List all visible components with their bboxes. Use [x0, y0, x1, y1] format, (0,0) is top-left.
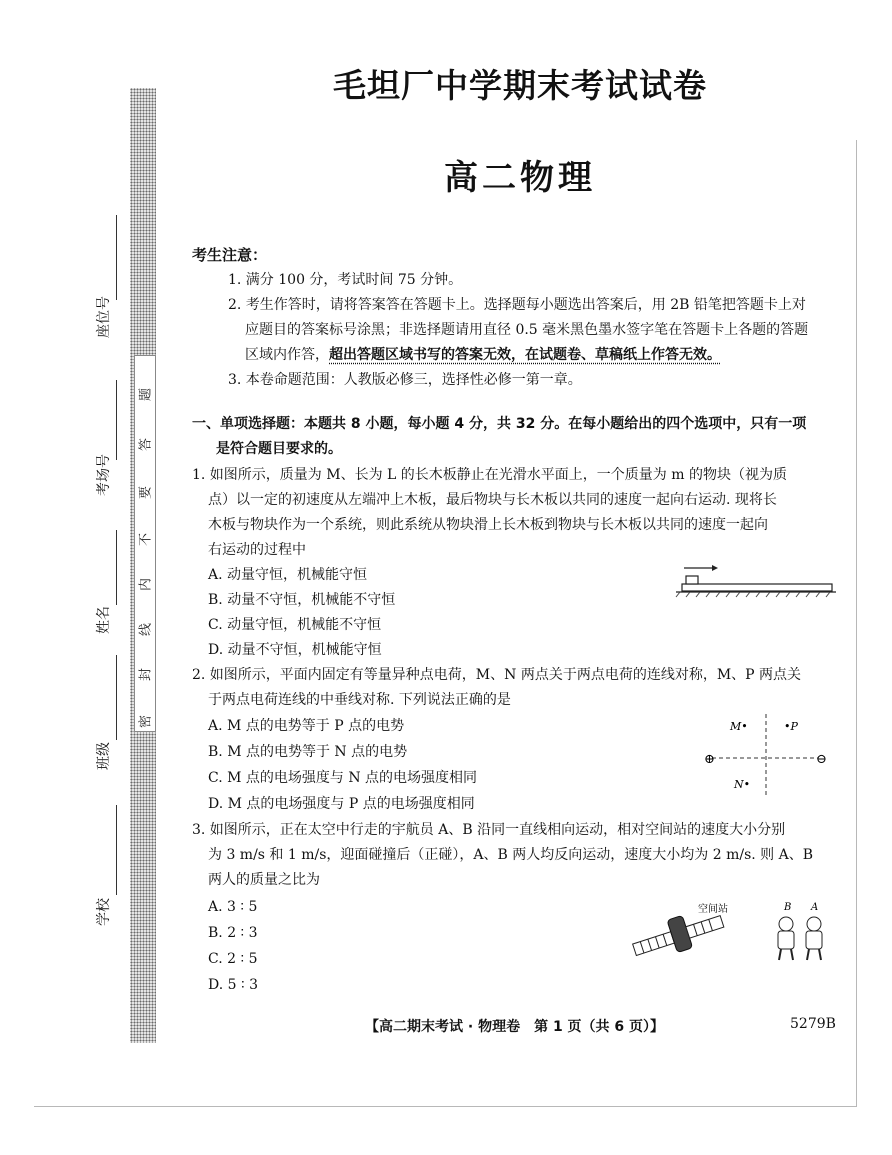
- small-block: [686, 576, 698, 584]
- q2-option-a: A. M 点的电势等于 P 点的电势: [208, 718, 405, 734]
- seal-char: 要: [138, 486, 154, 500]
- seal-char: 封: [138, 668, 154, 682]
- positive-charge: ⊕: [704, 752, 715, 767]
- q3-space-figure: [628, 896, 834, 964]
- q2-charge-figure: [696, 710, 836, 800]
- subject-title: 高二物理: [444, 158, 596, 198]
- q1-option-b: B. 动量不守恒，机械能不守恒: [208, 592, 396, 608]
- q2-option-d: D. M 点的电场强度与 P 点的电场强度相同: [208, 796, 475, 812]
- q2-line-2: 于两点电荷连线的中垂线对称. 下列说法正确的是: [208, 692, 511, 708]
- class-blank[interactable]: [116, 655, 117, 740]
- seat-number-label: 座位号: [96, 296, 112, 338]
- seal-char: 线: [138, 623, 154, 637]
- q1-line-4: 右运动的过程中: [208, 542, 306, 558]
- q3-line-2: 为 3 m/s 和 1 m/s，迎面碰撞后（正碰），A、B 两人均反向运动，速度大小均为 2 m/s. 则 A、B: [208, 847, 813, 863]
- notice-heading: 考生注意：: [192, 246, 268, 264]
- notice-item-1: 1. 满分 100 分，考试时间 75 分钟。: [228, 272, 463, 288]
- seal-char: 密: [138, 715, 154, 729]
- notice-item-2-line-3: [245, 343, 721, 368]
- seat-number-blank[interactable]: [116, 215, 117, 300]
- notice-item-2-line-1: 2. 考生作答时，请将答案答在答题卡上。选择题每小题选出答案后，用 2B 铅笔把答题卡上对: [228, 297, 806, 313]
- notice-item-2-line-3a: 区域内作答，: [245, 347, 329, 363]
- negative-charge: ⊖: [816, 752, 827, 767]
- section-heading-line-2: 是符合题目要求的。: [216, 441, 342, 457]
- astronaut-b-label: B: [784, 902, 792, 913]
- seal-char: 内: [138, 578, 154, 592]
- seal-char: 答: [138, 438, 154, 452]
- name-blank[interactable]: [116, 530, 117, 605]
- q1-line-3: 木板与物块作为一个系统，则此系统从物块滑上长木板到物块与长木板以共同的速度一起向: [208, 517, 768, 533]
- space-station-label: 空间站: [698, 904, 728, 915]
- velocity-arrow-head: [712, 565, 718, 571]
- q3-option-d: D. 5 ∶ 3: [208, 977, 258, 993]
- q2-option-b: B. M 点的电势等于 N 点的电势: [208, 744, 408, 760]
- q1-option-a: A. 动量守恒，机械能守恒: [208, 567, 368, 583]
- q1-board-figure: [672, 560, 840, 600]
- q1-line-2: 点）以一定的初速度从左端冲上木板，最后物块与长木板以共同的速度一起向右运动. 现将长: [208, 492, 777, 508]
- section-heading-line-1: 一、单项选择题：本题共 8 小题，每小题 4 分，共 32 分。在每小题给出的四个选项中，只有一项: [192, 416, 807, 432]
- exam-title: 毛坦厂中学期末考试试卷: [333, 66, 707, 105]
- q3-line-1: 3. 如图所示，正在太空中行走的宇航员 A、B 沿同一直线相向运动，相对空间站的速度大小分别: [192, 822, 786, 838]
- paper-code: 5279B: [790, 1016, 836, 1032]
- q3-line-3: 两人的质量之比为: [208, 872, 320, 888]
- seal-char: 不: [138, 533, 154, 547]
- q2-option-c: C. M 点的电场强度与 N 点的电场强度相同: [208, 770, 478, 786]
- astronaut-a-icon: [806, 917, 822, 960]
- q1-option-d: D. 动量不守恒，机械能守恒: [208, 642, 382, 658]
- notice-item-3: 3. 本卷命题范围：人教版必修三，选择性必修一第一章。: [228, 372, 582, 388]
- q3-option-c: C. 2 ∶ 5: [208, 951, 258, 967]
- school-label: 学校: [96, 898, 112, 926]
- q2-line-1: 2. 如图所示，平面内固定有等量异种点电荷，M、N 两点关于两点电荷的连线对称，M、P 两点关: [192, 667, 802, 683]
- astronaut-b-icon: [778, 917, 794, 960]
- exam-room-label: 考场号: [96, 454, 112, 496]
- q1-option-c: C. 动量守恒，机械能不守恒: [208, 617, 382, 633]
- long-board: [682, 584, 832, 591]
- point-n-label: N•: [734, 778, 751, 791]
- class-label: 班级: [96, 742, 112, 770]
- page-footer: 【高二期末考试 · 物理卷 第 1 页（共 6 页）】: [365, 1019, 665, 1035]
- ground-hatch: [676, 592, 830, 597]
- name-label: 姓名: [96, 606, 112, 634]
- notice-emphasis: 超出答题区域书写的答案无效，在试题卷、草稿纸上作答无效。: [329, 347, 721, 363]
- q3-option-a: A. 3 ∶ 5: [208, 899, 258, 915]
- school-blank[interactable]: [116, 805, 117, 895]
- astronaut-a-label: A: [811, 902, 819, 913]
- exam-room-blank[interactable]: [116, 380, 117, 460]
- seal-char: 题: [138, 388, 154, 402]
- point-m-label: M•: [730, 720, 748, 733]
- q1-line-1: 1. 如图所示，质量为 M、长为 L 的长木板静止在光滑水平面上，一个质量为 m 的物块（视为质: [192, 467, 787, 483]
- q3-option-b: B. 2 ∶ 3: [208, 925, 258, 941]
- point-p-label: •P: [784, 720, 798, 733]
- notice-item-2-line-2: 应题目的答案标号涂黑；非选择题请用直径 0.5 毫米黑色墨水签字笔在答题卡上各题的答题: [245, 322, 809, 338]
